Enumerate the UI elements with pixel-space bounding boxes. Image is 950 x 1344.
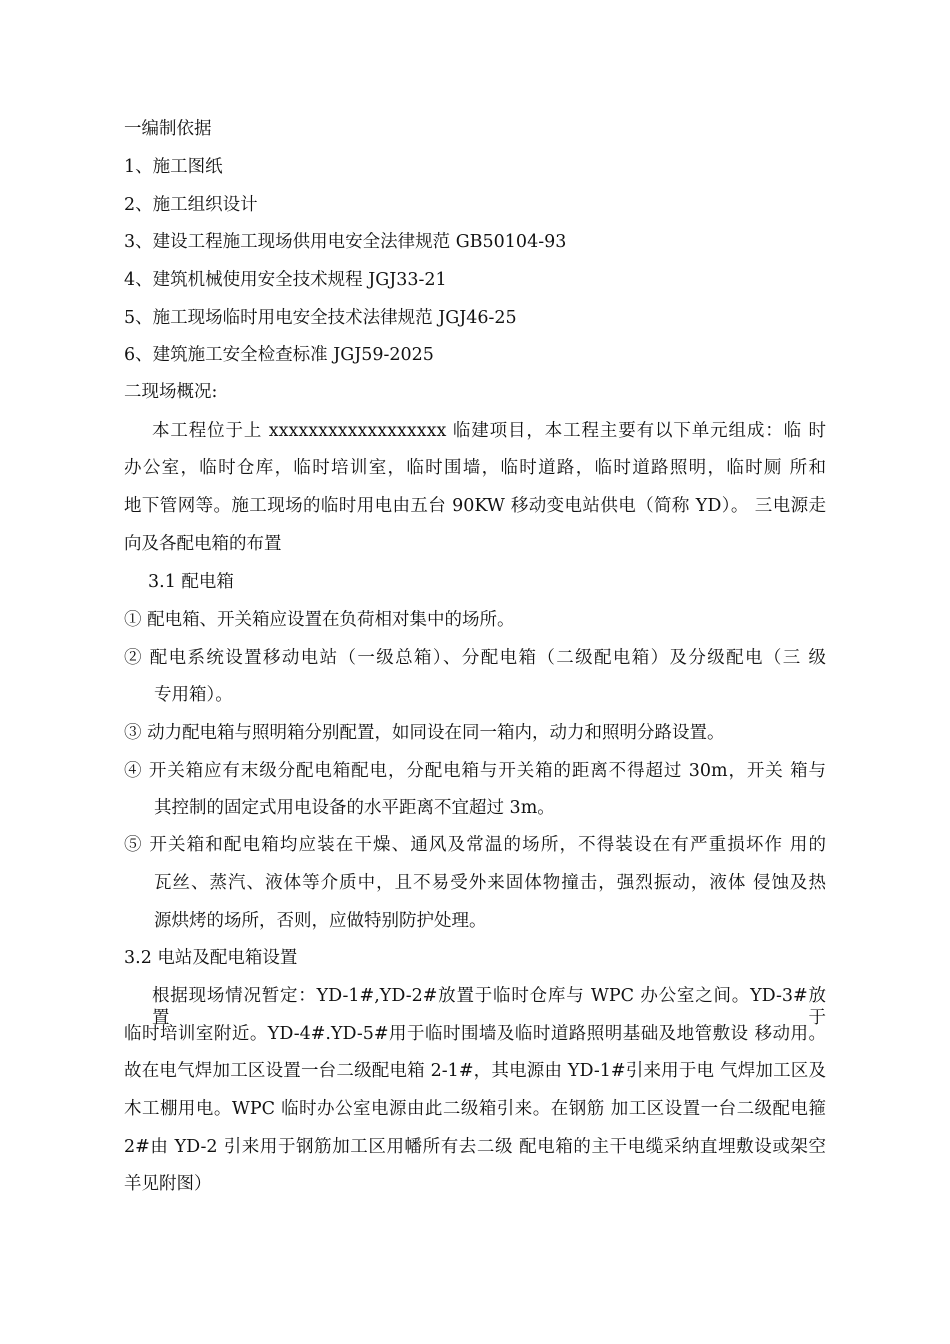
paragraph-line: 办公室，临时仓库，临时培训室，临时围墙，临时道路，临时道路照明，临时厕 所和	[124, 458, 826, 478]
paragraph-line: 向及各配电箱的布置	[124, 534, 282, 554]
section-heading-site: 二现场概况:	[124, 382, 218, 402]
list-item-5-cont: 瓦丝、蒸汽、液体等介质中，且不易受外来固体物撞击，强烈振动，液体 侵蚀及热	[154, 873, 826, 893]
list-item-2: ② 配电系统设置移动电站（一级总箱）、分配电箱（二级配电箱）及分级配电（三 级	[124, 648, 826, 668]
basis-item-5: 5、施工现场临时用电安全技术法律规范 JGJ46-25	[124, 308, 517, 328]
basis-item-3: 3、建设工程施工现场供用电安全法律规范 GB50104-93	[124, 232, 567, 252]
list-item-3: ③ 动力配电箱与照明箱分别配置，如同设在同一箱内，动力和照明分路设置。	[124, 723, 725, 743]
list-item-4-cont: 其控制的固定式用电设备的水平距离不宜超过 3m。	[154, 798, 555, 818]
list-item-2-cont: 专用箱）。	[154, 685, 233, 705]
paragraph-line: 2#由 YD-2 引来用于钢筋加工区用幡所有去二级 配电箱的主干电缆采纳直埋敷设或架空	[124, 1137, 826, 1157]
basis-item-1: 1、施工图纸	[124, 157, 223, 177]
paragraph-line: 木工棚用电。WPC 临时办公室电源由此二级箱引来。在钢筋 加工区设置一台二级配电箍	[124, 1099, 826, 1119]
list-item-5: ⑤ 开关箱和配电箱均应装在干燥、通风及常温的场所，不得装设在有严重损坏作 用的	[124, 835, 826, 855]
list-item-1: ① 配电箱、开关箱应设置在负荷相对集中的场所。	[124, 610, 515, 630]
section-heading-basis: 一编制依据	[124, 119, 212, 139]
paragraph-line: 羊见附图）	[124, 1174, 212, 1194]
paragraph-line: 根据现场情况暂定：YD-1#,YD-2#放置于临时仓库与 WPC 办公室之间。YD-3#放 置于	[152, 986, 826, 1028]
paragraph-line: 临时培训室附近。YD-4#.YD-5#用于临时围墙及临时道路照明基础及地管敷设 移动用。	[124, 1024, 826, 1044]
paragraph-line: 故在电气焊加工区设置一台二级配电箱 2-1#，其电源由 YD-1#引来用于电 气焊加工区及	[124, 1061, 826, 1081]
paragraph-line: 地下管网等。施工现场的临时用电由五台 90KW 移动变电站供电（简称 YD）。 三电源走	[124, 496, 826, 516]
list-item-5-cont: 源烘烤的场所，否则，应做特别防护处理。	[154, 911, 487, 931]
subsection-heading-3-1: 3.1 配电箱	[148, 572, 234, 592]
paragraph-line: 本工程位于上 xxxxxxxxxxxxxxxxxx 临建项目，本工程主要有以下单元组成：临 时	[152, 421, 826, 441]
basis-item-4: 4、建筑机械使用安全技术规程 JGJ33-21	[124, 270, 447, 290]
basis-item-2: 2、施工组织设计	[124, 195, 258, 215]
list-item-4: ④ 开关箱应有末级分配电箱配电，分配电箱与开关箱的距离不得超过 30m，开关 箱与	[124, 761, 826, 781]
subsection-heading-3-2: 3.2 电站及配电箱设置	[124, 948, 298, 968]
basis-item-6: 6、建筑施工安全检查标准 JGJ59-2025	[124, 345, 434, 365]
